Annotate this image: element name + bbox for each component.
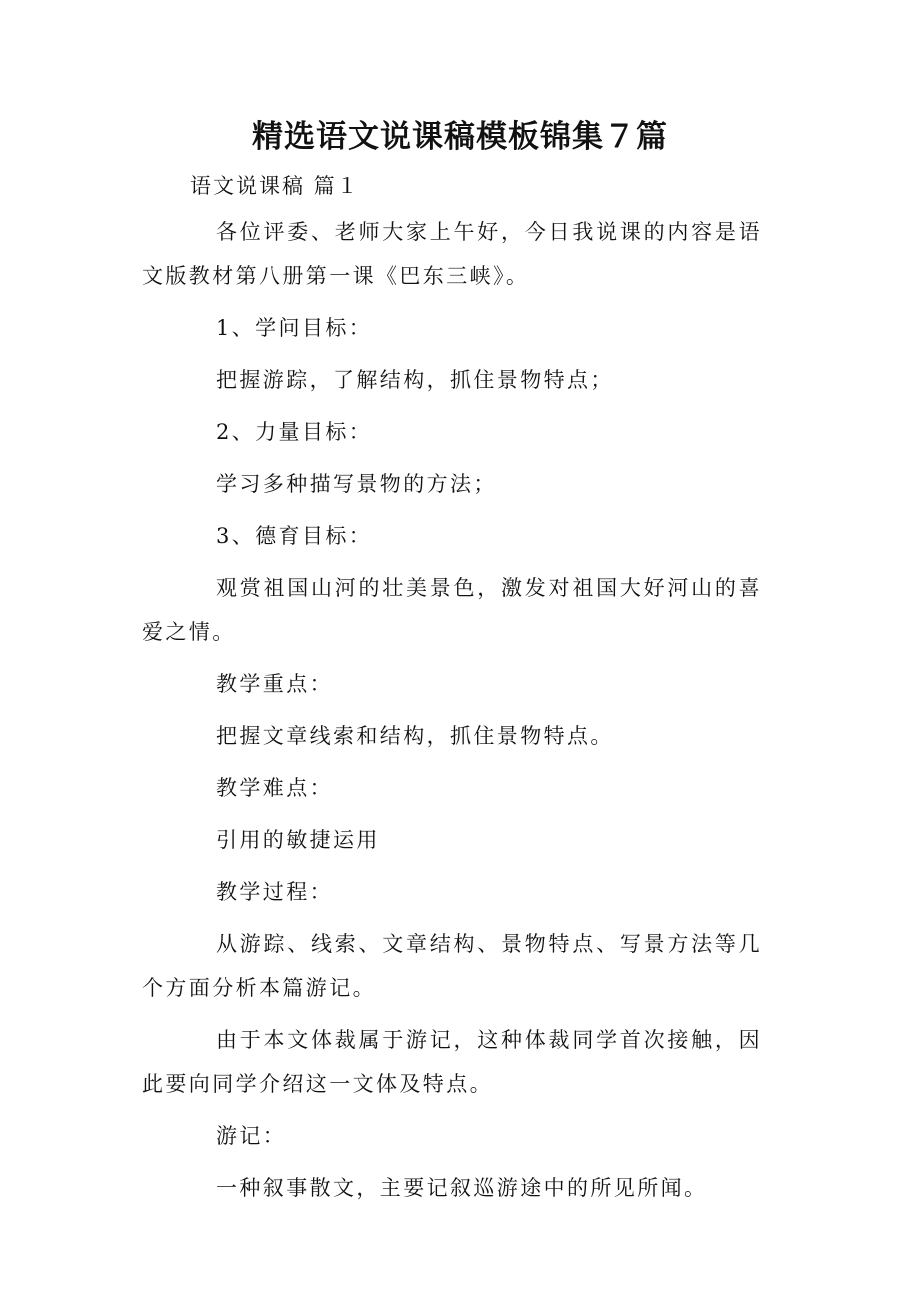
paragraph: 从游踪、线索、文章结构、景物特点、写景方法等几个方面分析本篇游记。: [142, 932, 762, 1000]
paragraph: 教学过程：: [216, 880, 333, 904]
paragraph: 教学重点：: [216, 672, 333, 696]
paragraph: 一种叙事散文，主要记叙巡游途中的所见所闻。: [216, 1176, 708, 1200]
paragraph: 由于本文体裁属于游记，这种体裁同学首次接触，因此要向同学介绍这一文体及特点。: [142, 1028, 762, 1096]
paragraph: 学习多种描写景物的方法；: [216, 472, 497, 496]
paragraph: 1、学问目标：: [216, 316, 373, 340]
paragraph: 3、德育目标：: [216, 524, 373, 548]
paragraph: 把握游踪，了解结构，抓住景物特点；: [216, 368, 614, 392]
paragraph: 游记：: [216, 1124, 287, 1148]
section-heading: 语文说课稿 篇１: [190, 174, 360, 198]
paragraph: 各位评委、老师大家上午好，今日我说课的内容是语文版教材第八册第一课《巴东三峡》。: [142, 220, 762, 288]
paragraph: 2、力量目标：: [216, 420, 373, 444]
paragraph: 引用的敏捷运用: [216, 828, 380, 852]
document-body: [142, 210, 762, 1218]
paragraph: 把握文章线索和结构，抓住景物特点。: [216, 724, 614, 748]
document-title: 精选语文说课稿模板锦集７篇: [252, 119, 668, 155]
paragraph: 观赏祖国山河的壮美景色，激发对祖国大好河山的喜爱之情。: [142, 576, 762, 644]
paragraph: 教学难点：: [216, 776, 333, 800]
